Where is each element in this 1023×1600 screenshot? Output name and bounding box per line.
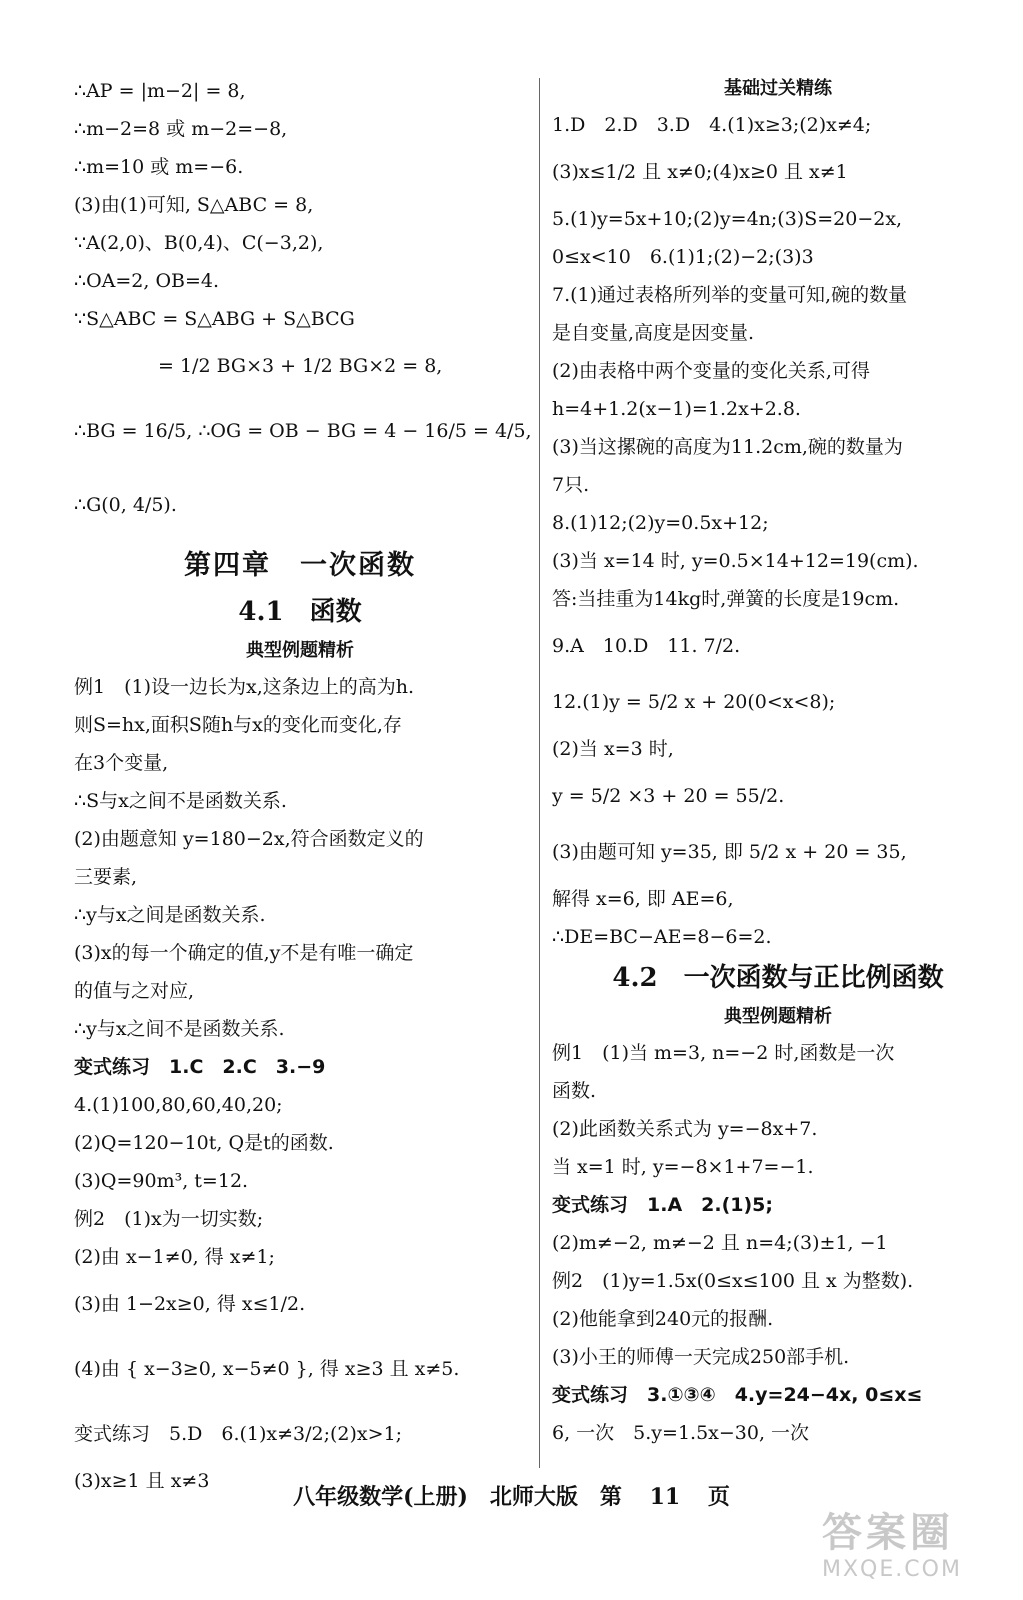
text-line: ∴AP = |m−2| = 8, xyxy=(74,80,246,102)
text-line: (2)由表格中两个变量的变化关系,可得 xyxy=(552,360,870,382)
text-line: (3)x的每一个确定的值,y不是有唯一确定 xyxy=(74,942,414,964)
section-title: 4.1 函数 xyxy=(238,597,362,627)
text-line: ∴G(0, 4/5). xyxy=(74,494,177,516)
text-line: (2)Q=120−10t, Q是t的函数. xyxy=(74,1132,334,1154)
text-line: 6, 一次 5.y=1.5x−30, 一次 xyxy=(552,1422,810,1444)
text-line: 变式练习 3.①③④ 4.y=24−4x, 0≤x≤ xyxy=(552,1384,923,1406)
text-line: (3)x≥1 且 x≠3 xyxy=(74,1470,210,1492)
text-line: 函数. xyxy=(552,1080,597,1102)
text-line: 例1 (1)设一边长为x,这条边上的高为h. xyxy=(74,676,415,698)
text-line: 变式练习 1.A 2.(1)5; xyxy=(552,1194,773,1216)
subsection-title: 典型例题精析 xyxy=(724,1006,832,1027)
text-line: (3)x≤1/2 且 x≠0;(4)x≥0 且 x≠1 xyxy=(552,161,848,183)
text-line: ∴DE=BC−AE=8−6=2. xyxy=(552,926,772,948)
text-line: 答:当挂重为14kg时,弹簧的长度是19cm. xyxy=(552,588,900,610)
text-line: 例1 (1)当 m=3, n=−2 时,函数是一次 xyxy=(552,1042,895,1064)
text-line: 7.(1)通过表格所列举的变量可知,碗的数量 xyxy=(552,284,908,306)
text-line: ∴m=10 或 m=−6. xyxy=(74,156,244,178)
text-line: (4)由 { x−3≥0, x−5≠0 }, 得 x≥3 且 x≠5. xyxy=(74,1358,460,1380)
text-line: (3)小王的师傅一天完成250部手机. xyxy=(552,1346,850,1368)
column-divider xyxy=(539,78,540,1468)
text-line: 三要素, xyxy=(74,866,138,888)
text-line: 9.A 10.D 11. 7/2. xyxy=(552,635,741,657)
text-line: ∴BG = 16/5, ∴OG = OB − BG = 4 − 16/5 = 4/5, xyxy=(74,420,532,442)
left-column xyxy=(74,72,532,1500)
text-line: ∴y与x之间是函数关系. xyxy=(74,904,266,926)
watermark-url: MXQE.COM xyxy=(822,1557,962,1582)
text-line: ∴S与x之间不是函数关系. xyxy=(74,790,287,812)
text-line: 例2 (1)y=1.5x(0≤x≤100 且 x 为整数). xyxy=(552,1270,914,1292)
text-line: ∵S△ABC = S△ABG + S△BCG xyxy=(74,308,355,330)
text-line: ∴m−2=8 或 m−2=−8, xyxy=(74,118,288,140)
text-line: (2)由题意知 y=180−2x,符合函数定义的 xyxy=(74,828,424,850)
text-line: y = 5/2 ×3 + 20 = 55/2. xyxy=(552,785,785,807)
watermark-title: 答案圈 xyxy=(822,1510,954,1556)
text-line: (3)Q=90m³, t=12. xyxy=(74,1170,249,1192)
text-line: 0≤x<10 6.(1)1;(2)−2;(3)3 xyxy=(552,246,814,268)
text-line: (3)由(1)可知, S△ABC = 8, xyxy=(74,194,314,216)
text-line: 例2 (1)x为一切实数; xyxy=(74,1208,264,1230)
text-line: 当 x=1 时, y=−8×1+7=−1. xyxy=(552,1156,814,1178)
text-line: 的值与之对应, xyxy=(74,980,195,1002)
text-line: 5.(1)y=5x+10;(2)y=4n;(3)S=20−2x, xyxy=(552,208,903,230)
text-line: 则S=hx,面积S随h与x的变化而变化,存 xyxy=(74,714,402,736)
subsection-title: 基础过关精练 xyxy=(724,78,832,99)
text-line: 12.(1)y = 5/2 x + 20(0<x<8); xyxy=(552,691,836,713)
text-line: 8.(1)12;(2)y=0.5x+12; xyxy=(552,512,769,534)
section-title: 4.2 一次函数与正比例函数 xyxy=(612,963,944,993)
page-footer: 八年级数学(上册) 北师大版 第 11 页 xyxy=(293,1484,730,1510)
text-line: h=4+1.2(x−1)=1.2x+2.8. xyxy=(552,398,801,420)
text-line: (2)此函数关系式为 y=−8x+7. xyxy=(552,1118,818,1140)
text-line: 1.D 2.D 3.D 4.(1)x≥3;(2)x≠4; xyxy=(552,114,872,136)
text-line: (3)当 x=14 时, y=0.5×14+12=19(cm). xyxy=(552,550,919,572)
watermark-logo xyxy=(822,1510,1012,1592)
chapter-title: 第四章 一次函数 xyxy=(184,550,416,581)
text-line: 是自变量,高度是因变量. xyxy=(552,322,755,344)
right-column xyxy=(552,72,1004,1452)
text-line: (2)当 x=3 时, xyxy=(552,738,674,760)
text-line: ∴y与x之间不是函数关系. xyxy=(74,1018,285,1040)
text-line: 解得 x=6, 即 AE=6, xyxy=(552,888,734,910)
subsection-title: 典型例题精析 xyxy=(246,640,354,661)
text-line: 7只. xyxy=(552,474,590,496)
text-line: 4.(1)100,80,60,40,20; xyxy=(74,1094,283,1116)
text-line: (3)当这摞碗的高度为11.2cm,碗的数量为 xyxy=(552,436,903,458)
text-line: 在3个变量, xyxy=(74,752,169,774)
text-line: = 1/2 BG×3 + 1/2 BG×2 = 8, xyxy=(158,355,443,377)
text-line: (3)由 1−2x≥0, 得 x≤1/2. xyxy=(74,1293,306,1315)
text-line: (2)由 x−1≠0, 得 x≠1; xyxy=(74,1246,275,1268)
text-line: ∵A(2,0)、B(0,4)、C(−3,2), xyxy=(74,232,324,254)
text-line: 变式练习 1.C 2.C 3.−9 xyxy=(74,1056,326,1078)
text-line: (2)他能拿到240元的报酬. xyxy=(552,1308,774,1330)
text-line: (3)由题可知 y=35, 即 5/2 x + 20 = 35, xyxy=(552,841,907,863)
text-line: 变式练习 5.D 6.(1)x≠3/2;(2)x>1; xyxy=(74,1423,403,1445)
text-line: (2)m≠−2, m≠−2 且 n=4;(3)±1, −1 xyxy=(552,1232,888,1254)
text-line: ∴OA=2, OB=4. xyxy=(74,270,220,292)
